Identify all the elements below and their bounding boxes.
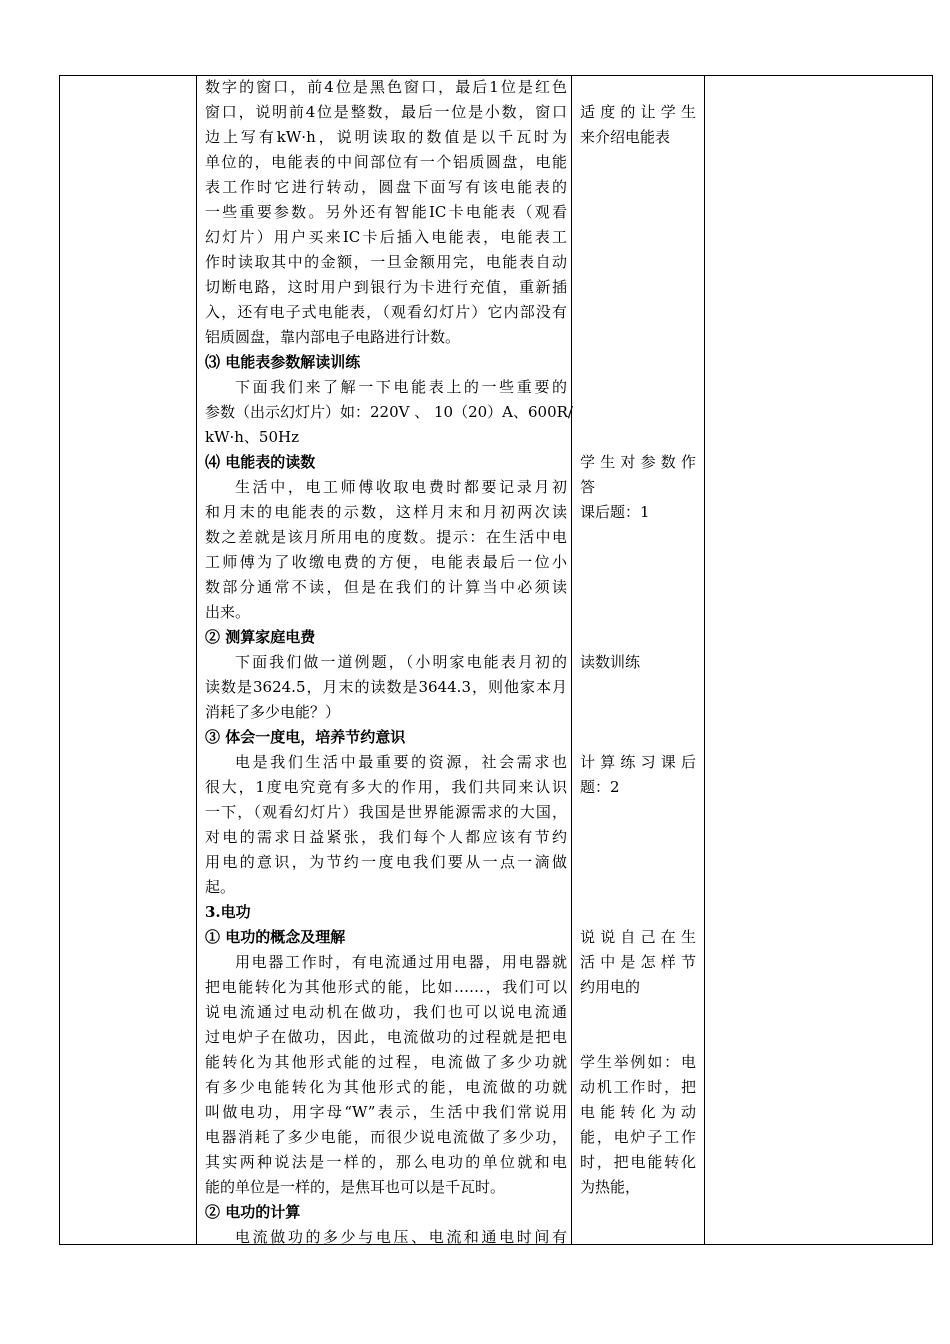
section-heading: ③ 体会一度电，培养节约意识	[205, 728, 406, 746]
content-line: 下面我们做一道例题，（小明家电能表月初的	[235, 653, 567, 671]
content-line: 用电器工作时，有电流通过用电器，用电器就	[235, 953, 567, 971]
activity-line: 读数训练	[580, 653, 641, 671]
section-heading: 3.电功	[205, 903, 251, 921]
content-line: 参数（出示幻灯片）如：220V 、 10（20）A、600R/	[205, 403, 573, 421]
content-line: 工师傅为了收缴电费的方便，电能表最后一位小	[205, 553, 567, 571]
activity-line: 课后题：1	[580, 503, 650, 521]
activity-line: 动机工作时，把	[580, 1078, 696, 1096]
content-line: kW·h、50Hz	[205, 428, 300, 446]
content-line: 切断电路，这时用户到银行为卡进行充值，重新插	[205, 278, 567, 296]
section-heading: ① 电功的概念及理解	[205, 928, 346, 946]
section-heading: ⑶ 电能表参数解读训练	[205, 353, 361, 371]
activity-line: 时，把电能转化	[580, 1153, 696, 1171]
activity-line: 说说自己在生	[580, 928, 696, 946]
content-line: 幻灯片）用户买来IC卡后插入电能表，电能表工	[205, 228, 567, 246]
content-line: 说电流通过电动机在做功，我们也可以说电流通	[205, 1003, 567, 1021]
section-heading: ② 测算家庭电费	[205, 628, 316, 646]
activity-line: 为热能，	[580, 1178, 641, 1196]
activity-line: 答	[580, 478, 596, 496]
content-line: 一些重要参数。另外还有智能IC卡电能表（观看	[205, 203, 567, 221]
column-divider	[571, 75, 572, 1245]
activity-line: 适度的让学生	[580, 103, 696, 121]
content-line: 消耗了多少电能？）	[205, 703, 341, 721]
activity-line: 活中是怎样节	[580, 953, 696, 971]
content-line: 读数是3624.5，月末的读数是3644.3，则他家本月	[205, 678, 567, 696]
content-line: 表工作时它进行转动，圆盘下面写有该电能表的	[205, 178, 567, 196]
section-heading: ⑷ 电能表的读数	[205, 453, 316, 471]
content-line: 入，还有电子式电能表，（观看幻灯片）它内部没有	[205, 303, 567, 321]
column-divider	[704, 75, 705, 1245]
content-line: 一下，（观看幻灯片）我国是世界能源需求的大国，	[205, 803, 567, 821]
content-line: 作时读取其中的金额，一旦金额用完，电能表自动	[205, 253, 567, 271]
content-line: 叫做电功，用字母“W”表示，生活中我们常说用	[205, 1103, 567, 1121]
content-line: 和月末的电能表的示数，这样月末和月初两次读	[205, 503, 567, 521]
activity-line: 约用电的	[580, 978, 641, 996]
activity-line: 学生对参数作	[580, 453, 696, 471]
content-line: 数部分通常不读，但是在我们的计算当中必须读	[205, 578, 567, 596]
content-line: 过电炉子在做功，因此，电流做功的过程就是把电	[205, 1028, 567, 1046]
content-line: 有多少电能转化为其他形式的能，电流做的功就	[205, 1078, 567, 1096]
content-line: 能转化为其他形式能的过程，电流做了多少功就	[205, 1053, 567, 1071]
content-line: 数之差就是该月所用电的度数。提示：在生活中电	[205, 528, 567, 546]
activity-line: 计算练习课后	[580, 753, 696, 771]
content-line: 单位的，电能表的中间部位有一个铝质圆盘，电能	[205, 153, 567, 171]
content-line: 窗口，说明前4位是整数，最后一位是小数，窗口	[205, 103, 567, 121]
content-line: 用电的意识，为节约一度电我们要从一点一滴做	[205, 853, 567, 871]
column-divider	[196, 75, 197, 1245]
activity-line: 电能转化为动	[580, 1103, 696, 1121]
content-line: 电器消耗了多少电能，而很少说电流做了多少功，	[205, 1128, 567, 1146]
content-line: 边上写有kW·h，说明读取的数值是以千瓦时为	[205, 128, 567, 146]
content-line: 起。	[205, 878, 236, 896]
activity-line: 来介绍电能表	[580, 128, 671, 146]
content-line: 很大，1度电究竟有多大的作用，我们共同来认识	[205, 778, 567, 796]
section-heading: ② 电功的计算	[205, 1203, 301, 1221]
content-line: 数字的窗口，前4位是黑色窗口，最后1位是红色	[205, 78, 567, 96]
content-line: 电是我们生活中最重要的资源，社会需求也	[235, 753, 567, 771]
activity-line: 题：2	[580, 778, 620, 796]
activity-line: 学生举例如：电	[580, 1053, 696, 1071]
activity-line: 能，电炉子工作	[580, 1128, 696, 1146]
content-line: 出来。	[205, 603, 251, 621]
content-line: 对电的需求日益紧张，我们每个人都应该有节约	[205, 828, 567, 846]
content-line: 电流做功的多少与电压、电流和通电时间有	[235, 1228, 567, 1246]
content-line: 把电能转化为其他形式的能，比如……，我们可以	[205, 978, 567, 996]
content-line: 能的单位是一样的，是焦耳也可以是千瓦时。	[205, 1178, 506, 1196]
content-line: 下面我们来了解一下电能表上的一些重要的	[235, 378, 567, 396]
content-line: 其实两种说法是一样的，那么电功的单位就和电	[205, 1153, 567, 1171]
content-line: 铝质圆盘，靠内部电子电路进行计数。	[205, 328, 461, 346]
content-line: 生活中，电工师傅收取电费时都要记录月初	[235, 478, 567, 496]
